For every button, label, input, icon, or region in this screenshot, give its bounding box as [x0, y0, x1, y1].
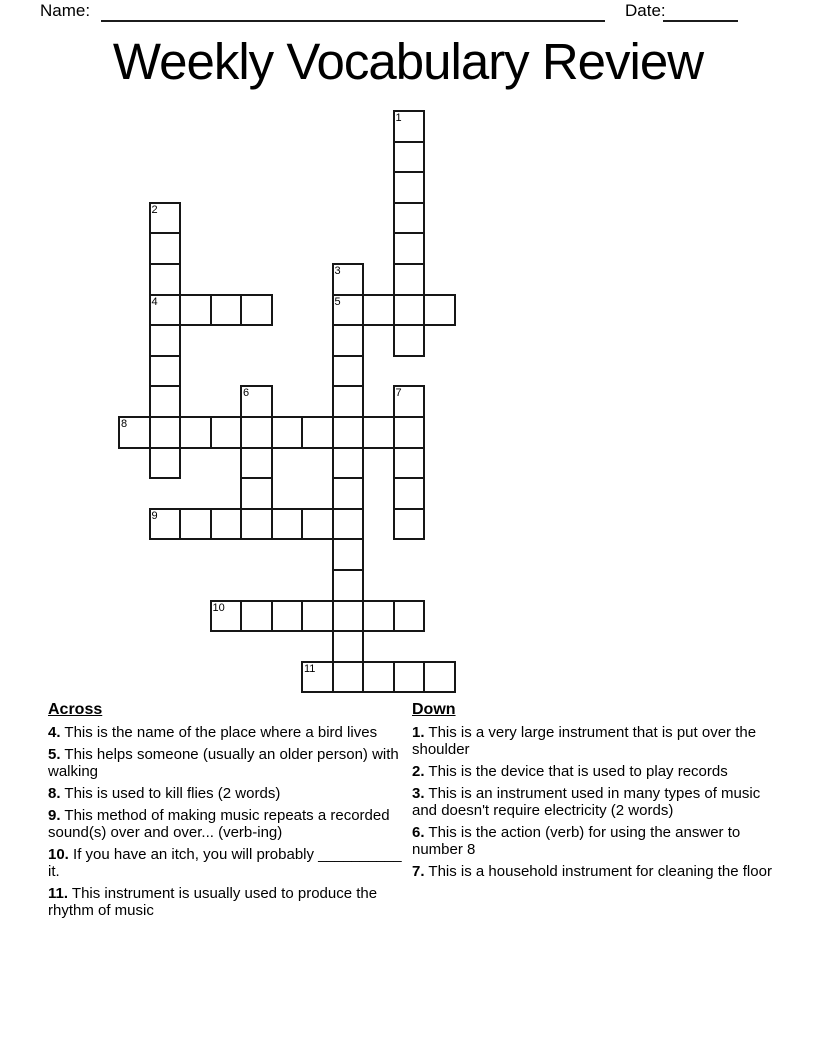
grid-cell [240, 294, 273, 327]
grid-cell [149, 263, 182, 296]
grid-cell [301, 416, 334, 449]
date-label: Date: [625, 1, 666, 20]
cell-number: 5 [334, 295, 341, 308]
grid-cell [149, 294, 182, 327]
clue-item [412, 824, 773, 858]
clue-number: 5. [48, 746, 61, 763]
grid-cell [301, 661, 334, 694]
grid-cell [393, 416, 426, 449]
grid-cell [332, 324, 365, 357]
clue-number: 3. [412, 785, 425, 802]
grid-cell [362, 416, 395, 449]
clue-item [412, 785, 773, 819]
cell-number: 6 [243, 387, 250, 400]
grid-cell [332, 477, 365, 510]
grid-cell [332, 538, 365, 571]
across-heading: Across [48, 701, 103, 718]
grid-cell [332, 569, 365, 602]
page-title: Weekly Vocabulary Review [112, 33, 704, 90]
grid-cell [271, 508, 304, 541]
grid-cell [301, 600, 334, 633]
clue-text: This is the device that is used to play records [424, 763, 728, 780]
grid-cell [210, 508, 243, 541]
grid-cell [332, 447, 365, 480]
clue-number: 2. [412, 763, 425, 780]
grid-cell [393, 600, 426, 633]
grid-cell [332, 630, 365, 663]
grid-cell [423, 661, 456, 694]
grid-cell [149, 355, 182, 388]
clue-number: 11. [48, 885, 69, 902]
grid-cell [362, 661, 395, 694]
grid-cell [179, 294, 212, 327]
clue-item [412, 863, 773, 880]
grid-cell [240, 600, 273, 633]
clue-text: This is a household instrument for cleaning the floor [424, 863, 772, 880]
grid-cell [240, 385, 273, 418]
clue-item [412, 724, 773, 758]
grid-cell [149, 508, 182, 541]
grid-cell [210, 416, 243, 449]
cell-number: 2 [151, 203, 158, 216]
grid-cell [240, 508, 273, 541]
clue-number: 6. [412, 824, 425, 841]
clue-number: 4. [48, 724, 61, 741]
grid-cell [332, 600, 365, 633]
clue-text: This is a very large instrument that is put over the shoulder [412, 724, 757, 758]
grid-cell [362, 294, 395, 327]
down-clues-section [412, 701, 773, 885]
grid-cell [149, 324, 182, 357]
grid-cell [179, 508, 212, 541]
clue-item [48, 746, 404, 780]
clue-text: This is used to kill flies (2 words) [60, 785, 281, 802]
grid-cell [240, 447, 273, 480]
grid-cell [332, 263, 365, 296]
clue-text: If you have an itch, you will probably __________ it. [48, 846, 402, 880]
clue-text: This helps someone (usually an older person) with walking [48, 746, 399, 780]
grid-cell [393, 508, 426, 541]
grid-cell [393, 294, 426, 327]
grid-cell [240, 477, 273, 510]
grid-cell [118, 416, 151, 449]
cell-number: 4 [151, 295, 158, 308]
grid-cell [149, 385, 182, 418]
clue-number: 7. [412, 863, 425, 880]
cell-number: 1 [395, 112, 402, 124]
grid-cell [393, 141, 426, 174]
grid-cell [301, 508, 334, 541]
grid-cell [149, 447, 182, 480]
clue-text: This is the action (verb) for using the answer to number 8 [412, 824, 741, 858]
clue-number: 1. [412, 724, 425, 741]
grid-cell [240, 416, 273, 449]
name-label: Name: [40, 1, 91, 20]
grid-cell [393, 263, 426, 296]
clue-item [48, 846, 404, 880]
grid-cell [332, 385, 365, 418]
grid-cell [393, 661, 426, 694]
grid-cell [332, 294, 365, 327]
clue-number: 10. [48, 846, 69, 863]
grid-cell [423, 294, 456, 327]
grid-cell [210, 600, 243, 633]
cell-number: 3 [334, 265, 341, 277]
grid-cell [271, 600, 304, 633]
clue-item [48, 885, 404, 919]
grid-cell [271, 416, 304, 449]
grid-cell [149, 202, 182, 235]
clue-item [48, 807, 404, 841]
down-heading: Down [412, 701, 456, 718]
clue-text: This method of making music repeats a recorded sound(s) over and over... (verb-ing) [48, 807, 390, 841]
grid-cell [332, 355, 365, 388]
cell-number: 11 [304, 662, 316, 675]
cell-number: 8 [121, 418, 128, 430]
cell-number: 7 [395, 387, 402, 400]
grid-cell [393, 447, 426, 480]
grid-cell [393, 477, 426, 510]
clue-item [48, 785, 404, 802]
grid-cell [393, 110, 426, 143]
clue-text: This is an instrument used in many types of music and doesn't require electricity (2 words) [412, 785, 761, 819]
grid-cell [393, 171, 426, 204]
grid-cell [210, 294, 243, 327]
grid-cell [332, 508, 365, 541]
clue-item [412, 763, 773, 780]
cell-number: 9 [151, 509, 158, 522]
grid-cell [362, 600, 395, 633]
grid-cell [149, 416, 182, 449]
cell-number: 10 [212, 601, 225, 614]
grid-cell [332, 661, 365, 694]
clue-item [48, 724, 404, 741]
grid-cell [393, 324, 426, 357]
clue-number: 9. [48, 807, 61, 824]
clue-text: This instrument is usually used to produce the rhythm of music [48, 885, 378, 919]
clue-text: This is the name of the place where a bird lives [60, 724, 378, 741]
across-clues-section [48, 701, 404, 924]
grid-cell [332, 416, 365, 449]
clue-number: 8. [48, 785, 61, 802]
grid-cell [179, 416, 212, 449]
grid-cell [149, 232, 182, 265]
grid-cell [393, 202, 426, 235]
grid-cell [393, 232, 426, 265]
grid-cell [393, 385, 426, 418]
